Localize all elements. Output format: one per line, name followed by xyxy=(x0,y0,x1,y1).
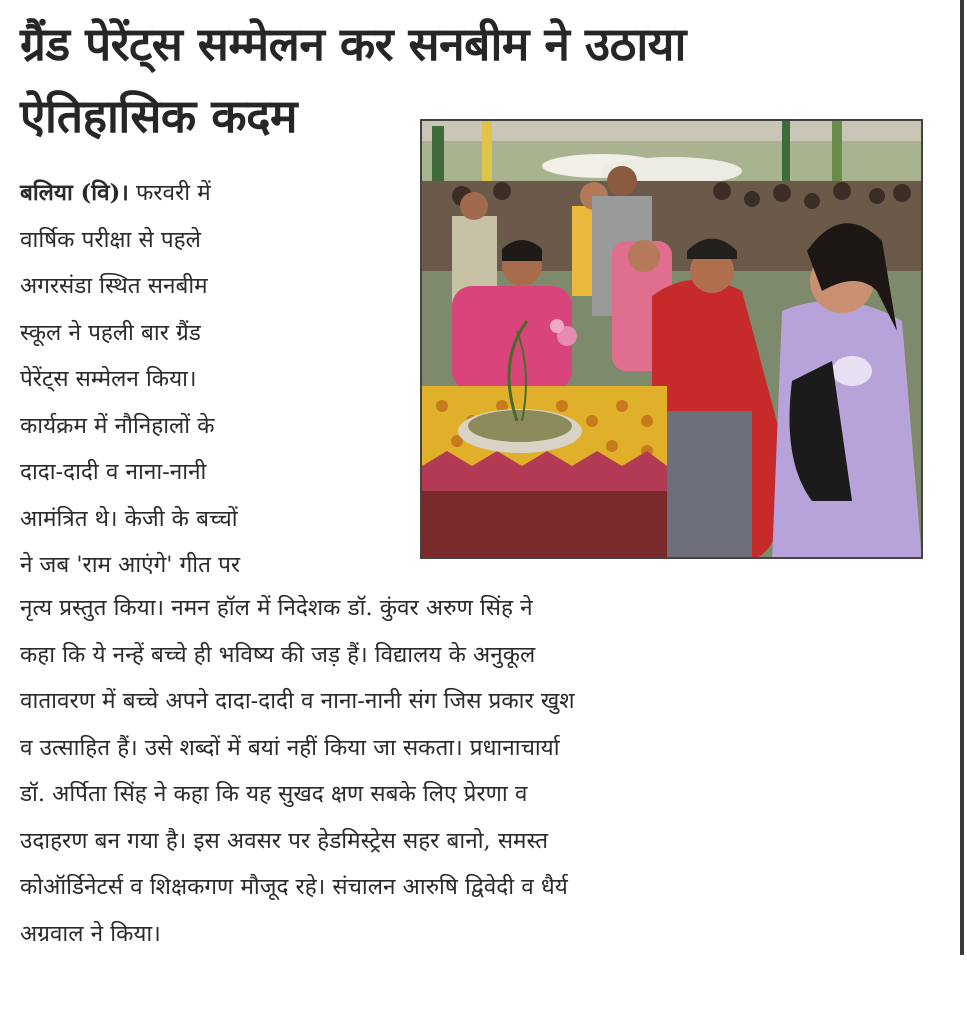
body-line: व उत्साहित हैं। उसे शब्दों में बयां नहीं किया जा सकता। प्रधानाचार्या xyxy=(20,734,560,761)
body-line: ने जब 'राम आएंगे' गीत पर xyxy=(20,552,241,578)
column-rule xyxy=(960,0,964,955)
body-line: कार्यक्रम में नौनिहालों के xyxy=(20,412,215,439)
body-line: अगरसंडा स्थित सनबीम xyxy=(20,273,208,299)
body-line: उदाहरण बन गया है। इस अवसर पर हेडमिस्ट्रेस सहर बानो, समस्त xyxy=(20,827,549,854)
body-line: कहा कि ये नन्हें बच्चे ही भविष्य की जड़ हैं। विद्यालय के अनुकूल xyxy=(20,641,536,668)
body-line: आमंत्रित थे। केजी के बच्चों xyxy=(20,505,238,532)
article-body-column xyxy=(20,170,390,589)
body-line: कोऑर्डिनेटर्स व शिक्षकगण मौजूद रहे। संचालन आरुषि द्विवेदी व धैर्य xyxy=(20,874,568,900)
body-line: पेरेंट्स सम्मेलन किया। xyxy=(20,366,197,392)
headline-line-2: ऐतिहासिक कदम xyxy=(20,89,298,143)
event-photo-illustration xyxy=(422,121,921,557)
body-line: वातावरण में बच्चे अपने दादा-दादी व नाना-नानी संग जिस प्रकार खुश xyxy=(20,688,575,714)
body-line: नृत्य प्रस्तुत किया। नमन हॉल में निदेशक डॉ. कुंवर अरुण सिंह ने xyxy=(20,595,533,621)
body-line: स्कूल ने पहली बार ग्रैंड xyxy=(20,319,201,346)
body-line-text: फरवरी में xyxy=(128,180,211,206)
article-body-full-width xyxy=(20,585,955,957)
dateline: बलिया (वि)। xyxy=(20,180,129,206)
body-line: अग्रवाल ने किया। xyxy=(20,920,161,947)
body-line: वार्षिक परीक्षा से पहले xyxy=(20,226,201,253)
body-line xyxy=(20,170,390,217)
news-photo xyxy=(420,119,923,559)
body-line: दादा-दादी व नाना-नानी xyxy=(20,459,207,485)
body-line: डॉ. अर्पिता सिंह ने कहा कि यह सुखद क्षण सबके लिए प्रेरणा व xyxy=(20,781,528,807)
headline-line-1: ग्रैंड पेरेंट्स सम्मेलन कर सनबीम ने उठाया xyxy=(20,17,686,71)
